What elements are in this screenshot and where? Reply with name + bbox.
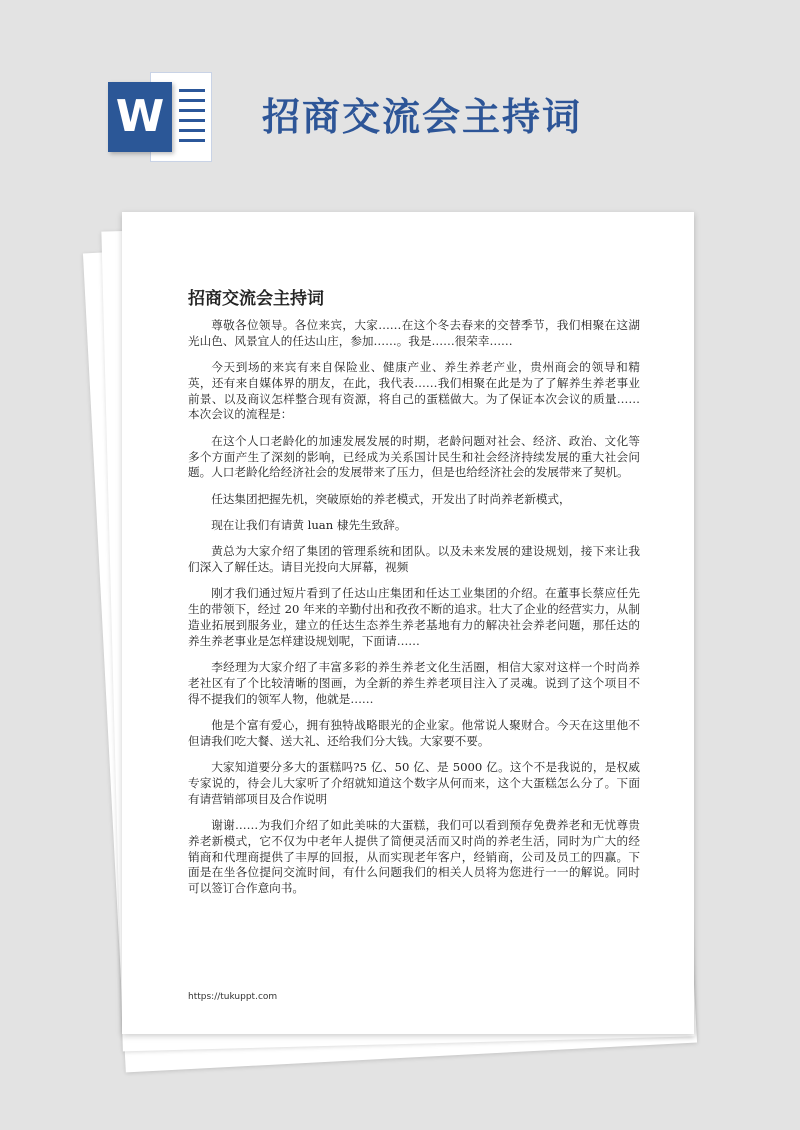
paragraph: 在这个人口老龄化的加速发展发展的时期，老龄问题对社会、经济、政治、文化等多个方面产生了深刻的影响，已经成为关系国计民生和社会经济持续发展的重大社会问题。人口老龄化给经济社会的发展带来了压力，但是也给经济社会的发展带来了契机。 — [188, 433, 640, 480]
paragraph: 任达集团把握先机，突破原始的养老模式，开发出了时尚养老新模式， — [211, 491, 571, 506]
paragraph: 刚才我们通过短片看到了任达山庄集团和任达工业集团的介绍。在董事长蔡应任先生的带领下，经过 20 年来的辛勤付出和孜孜不断的追求。壮大了企业的经营实力，从制造业拓展到服务业，建立的任达生态养生养老基地有力的解决社会养老问题，那任达的养生养老事业是怎样建设规划呢，下面请…… — [188, 586, 640, 648]
header — [0, 0, 800, 200]
paragraph: 他是个富有爱心，拥有独特战略眼光的企业家。他常说人聚财合。今天在这里他不但请我们吃大餐、送大礼、还给我们分大钱。大家要不要。 — [188, 717, 640, 748]
paragraph: 李经理为大家介绍了丰富多彩的养生养老文化生活圈，相信大家对这样一个时尚养老社区有了个比较清晰的图画，为全新的养生养老项目注入了灵魂。说到了这个项目不得不提我们的领军人物，他就是…… — [188, 660, 640, 706]
paragraph: 现在让我们有请黄 luan 棣先生致辞。 — [211, 517, 407, 532]
document-title: 招商交流会主持词 — [188, 289, 324, 309]
document-page — [122, 212, 694, 1034]
paragraph: 谢谢……为我们介绍了如此美味的大蛋糕，我们可以看到预存免费养老和无忧尊贵养老新模式，它不仅为中老年人提供了简便灵活而又时尚的养老生活，同时为广大的经销商和代理商提供了丰厚的回报，从而实现老年客户，经销商，公司及员工的四赢。下面是在坐各位提问交流时间，有什么问题我们的相关人员将为您进行一一的解说。同时可以签订合作意向书。 — [188, 817, 640, 896]
paragraph: 黄总为大家介绍了集团的管理系统和团队。以及未来发展的建设规划，接下来让我们深入了解任达。请目光投向大屏幕，视频 — [188, 544, 640, 575]
page-title: 招商交流会主持词 — [262, 95, 583, 139]
paragraph: 大家知道要分多大的蛋糕吗?5 亿、50 亿、是 5000 亿。这个不是我说的，是权威专家说的，待会儿大家听了介绍就知道这个数字从何而来，这个大蛋糕怎么分了。下面有请营销部项目及合作说明 — [188, 760, 640, 806]
paragraph: 尊敬各位领导。各位来宾，大家……在这个冬去春来的交替季节，我们相聚在这湖光山色、风景宜人的任达山庄，参加……。我是……很荣幸…… — [188, 318, 640, 348]
word-badge: W — [108, 82, 172, 152]
paragraph: 今天到场的来宾有来自保险业、健康产业、养生养老产业，贵州商会的领导和精英，还有来自媒体界的朋友，在此，我代表……我们相聚在此是为了了解养生养老事业前景、以及商议怎样整合现有资源，将自己的蛋糕做大。为了保证本次会议的质量……本次会议的流程是： — [188, 360, 640, 422]
document-body — [188, 318, 640, 907]
footer-url-link[interactable]: https://tukuppt.com — [188, 992, 278, 1002]
word-icon — [108, 72, 212, 162]
